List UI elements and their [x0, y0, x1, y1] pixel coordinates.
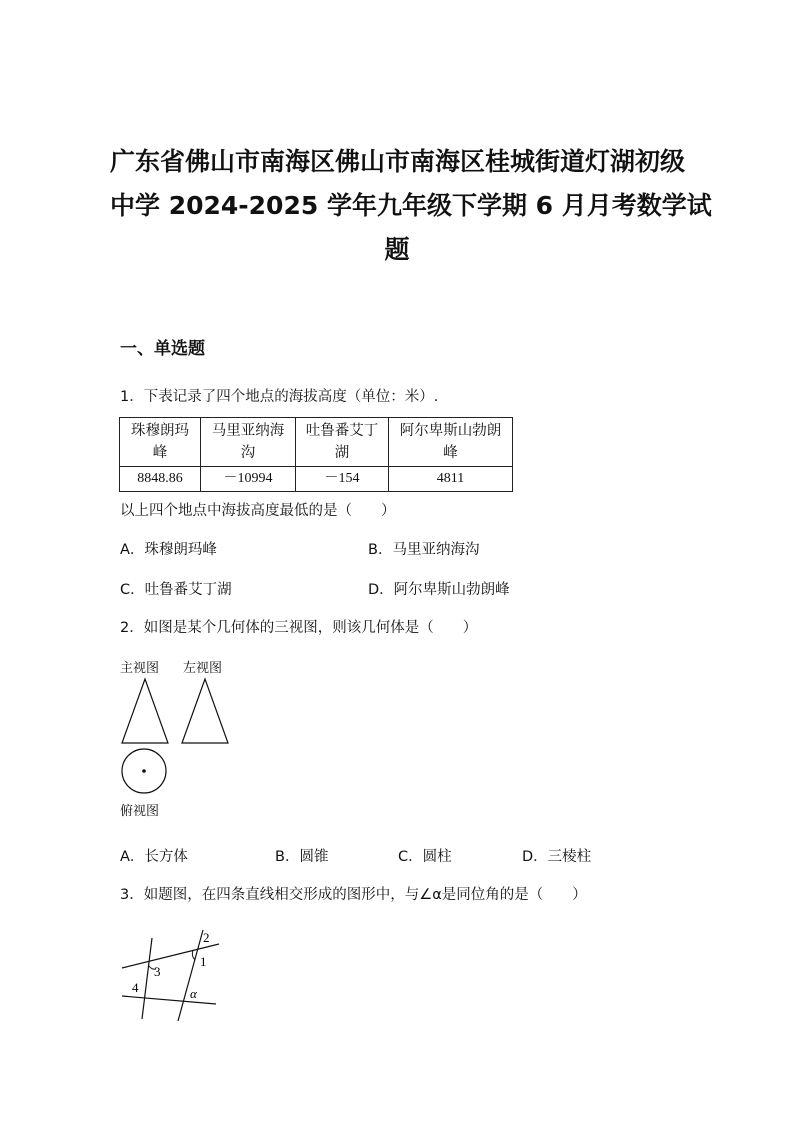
title-line-2: 中学 2024-2025 学年九年级下学期 6 月月考数学试 — [110, 191, 712, 220]
angle-label-1: 1 — [200, 954, 207, 969]
q2-stem: 2．如图是某个几何体的三视图，则该几何体是（ ） — [120, 620, 478, 636]
top-view-label: 俯视图 — [120, 804, 160, 819]
q1-option-b: B．马里亚纳海沟 — [368, 542, 480, 558]
table-header-cell: 马里亚纳海 沟 — [201, 418, 296, 467]
q1-question: 以上四个地点中海拔高度最低的是（ ） — [120, 503, 396, 519]
q1-option-c: C．吐鲁番艾丁湖 — [120, 582, 232, 598]
document-title — [110, 140, 712, 272]
line-right — [178, 930, 203, 1021]
line-left — [142, 938, 152, 1019]
intersecting-lines-figure — [118, 926, 228, 1021]
angle-label-4: 4 — [132, 980, 139, 995]
title-line-3: 题 — [384, 235, 410, 264]
table-cell: 4811 — [389, 467, 513, 492]
table-header-cell: 阿尔卑斯山勃朗 峰 — [389, 418, 513, 467]
angle-label-3: 3 — [154, 964, 161, 979]
top-view-center-dot — [142, 769, 146, 773]
table-row — [120, 467, 513, 492]
q1-stem: 1．下表记录了四个地点的海拔高度（单位：米）. — [120, 389, 439, 405]
q1-option-d: D．阿尔卑斯山勃朗峰 — [368, 582, 510, 598]
q1-option-a: A．珠穆朗玛峰 — [120, 542, 217, 558]
q3-stem: 3．如题图，在四条直线相交形成的图形中，与∠α是同位角的是（ ） — [120, 887, 587, 903]
table-header-row — [120, 418, 513, 467]
q2-option-b: B．圆锥 — [275, 849, 329, 865]
table-cell: －10994 — [201, 467, 296, 492]
left-view-label: 左视图 — [183, 661, 223, 676]
table-header-cell: 珠穆朗玛 峰 — [120, 418, 201, 467]
table-cell: －154 — [296, 467, 389, 492]
title-line-1: 广东省佛山市南海区佛山市南海区桂城街道灯湖初级 — [110, 147, 686, 176]
altitude-table — [119, 417, 513, 492]
section-heading: 一、单选题 — [120, 339, 205, 359]
line-lower — [122, 996, 216, 1004]
table-cell: 8848.86 — [120, 467, 201, 492]
q2-option-d: D．三棱柱 — [522, 849, 592, 865]
q2-option-c: C．圆柱 — [398, 849, 452, 865]
front-view-label: 主视图 — [120, 661, 160, 676]
left-view-triangle — [182, 679, 228, 743]
angle-label-alpha: α — [190, 986, 197, 1001]
front-view-triangle — [122, 679, 168, 743]
table-header-cell: 吐鲁番艾丁 湖 — [296, 418, 389, 467]
q2-option-a: A．长方体 — [120, 849, 188, 865]
angle-label-2: 2 — [203, 930, 210, 945]
three-view-figure — [115, 675, 235, 795]
